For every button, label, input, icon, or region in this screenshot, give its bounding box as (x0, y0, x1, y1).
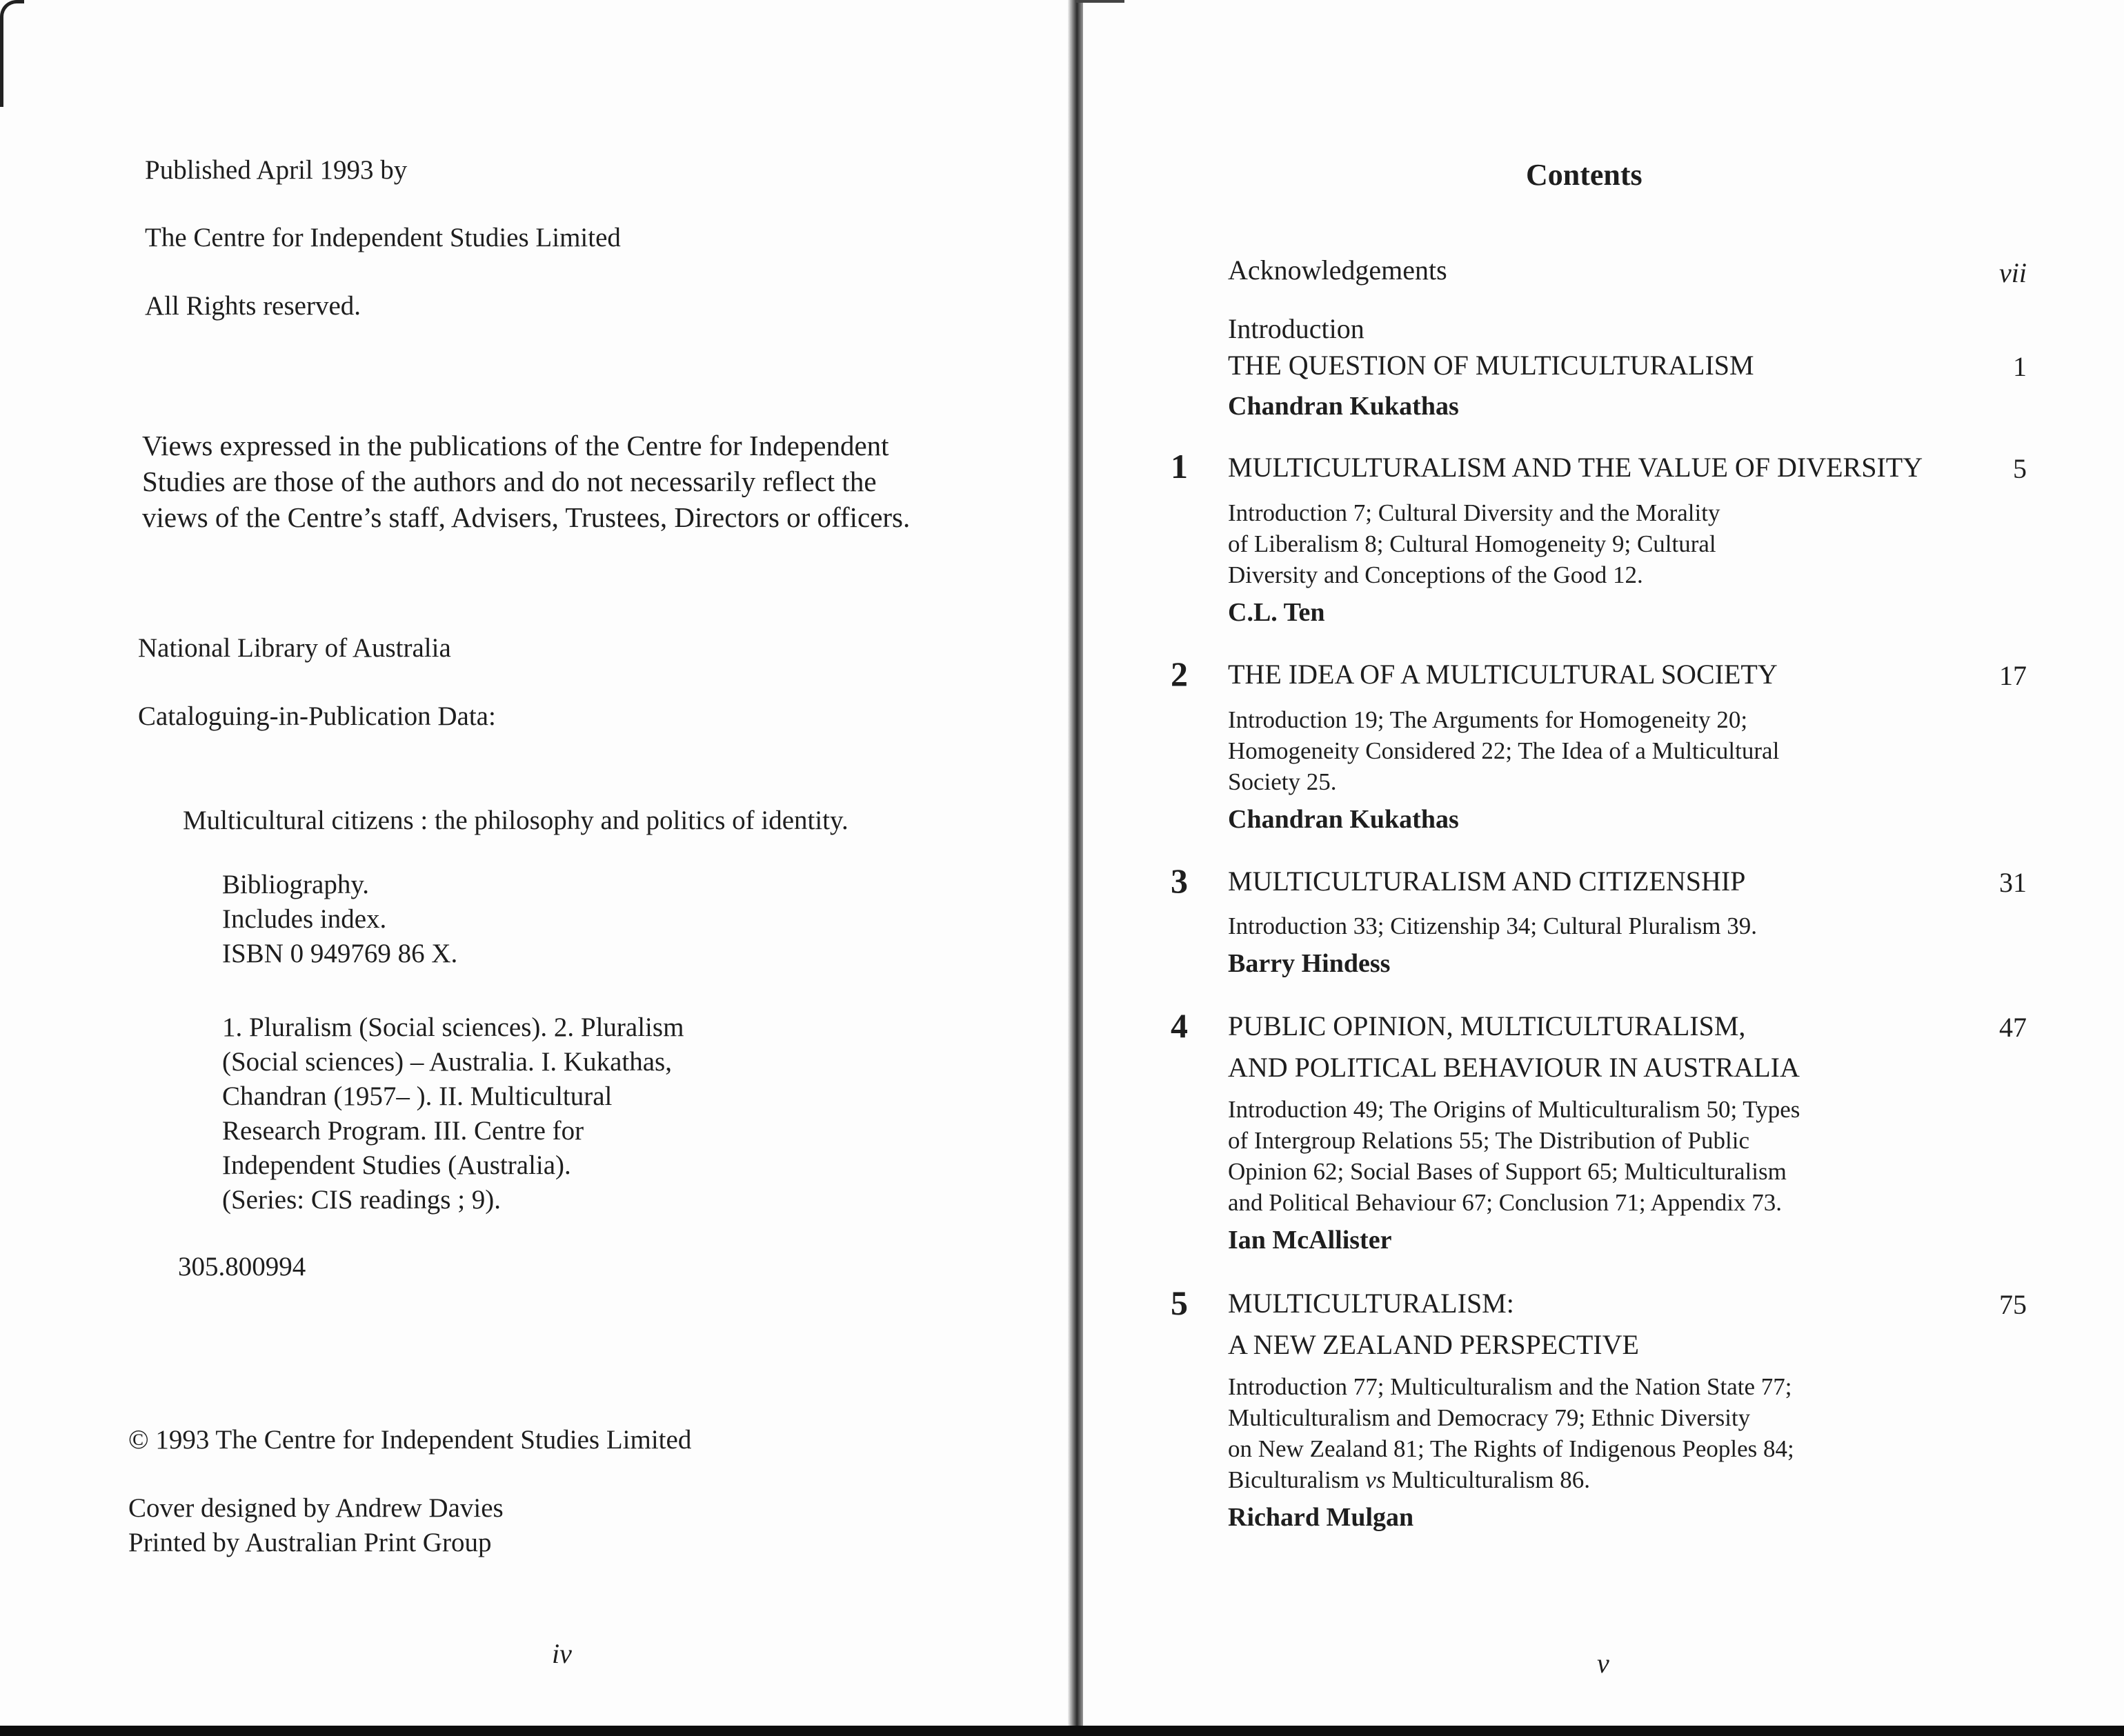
library-line: National Library of Australia (138, 633, 451, 663)
section-italic: vs (1365, 1466, 1386, 1493)
chapter-5-title-line-1: MULTICULTURALISM: (1228, 1288, 1514, 1319)
section-line: Society 25. (1228, 768, 1337, 795)
ack-title: Acknowledgements (1228, 255, 1447, 286)
chapter-4-page: 47 (1999, 1012, 2027, 1043)
intro-author: Chandran Kukathas (1228, 392, 1459, 421)
intro-page: 1 (2013, 351, 2027, 382)
note-line: Bibliography. (222, 870, 370, 899)
note-line: Includes index. (222, 904, 387, 934)
chapter-2-title: THE IDEA OF A MULTICULTURAL SOCIETY (1228, 659, 1778, 690)
intro-title: THE QUESTION OF MULTICULTURALISM (1228, 350, 1754, 381)
section-line: Opinion 62; Social Bases of Support 65; Multiculturalism (1228, 1158, 1787, 1185)
chapter-5-page: 75 (1999, 1289, 2027, 1320)
chapter-2-author: Chandran Kukathas (1228, 805, 1459, 834)
chapter-3-sections (1228, 910, 1918, 941)
book-spine (1068, 0, 1083, 1736)
chapter-2-page: 17 (1999, 660, 2027, 691)
chapter-3-title: MULTICULTURALISM AND CITIZENSHIP (1228, 866, 1746, 897)
rights-line: All Rights reserved. (145, 291, 361, 321)
chapter-3-author: Barry Hindess (1228, 949, 1391, 978)
subject-line: Chandran (1957– ). II. Multicultural (222, 1081, 613, 1111)
views-line-2: Studies are those of the authors and do not necessarily reflect the (142, 466, 877, 497)
cip-line: Cataloguing-in-Publication Data: (138, 701, 496, 731)
views-disclaimer (142, 428, 1060, 535)
publisher-line: The Centre for Independent Studies Limited (145, 223, 621, 252)
section-line: Multiculturalism and Democracy 79; Ethnic Diversity (1228, 1404, 1751, 1431)
intro-label: Introduction (1228, 313, 1364, 344)
section-line: Homogeneity Considered 22; The Idea of a Multicultural (1228, 737, 1780, 764)
book-title-entry: Multicultural citizens : the philosophy and politics of identity. (183, 806, 848, 835)
chapter-3-number: 3 (1171, 861, 1188, 900)
printer-credit: Printed by Australian Print Group (128, 1528, 492, 1557)
chapter-5-number: 5 (1171, 1284, 1188, 1322)
chapter-4-title-line-2: AND POLITICAL BEHAVIOUR IN AUSTRALIA (1228, 1052, 1800, 1083)
subject-line: (Series: CIS readings ; 9). (222, 1185, 502, 1215)
chapter-1-title: MULTICULTURALISM AND THE VALUE OF DIVERSITY (1228, 452, 1923, 483)
section-text: Multiculturalism 86. (1385, 1466, 1590, 1493)
page-corner-mark-right (1076, 0, 1124, 12)
section-line-last (1228, 1464, 1918, 1495)
section-line: Introduction 33; Citizenship 34; Cultural Pluralism 39. (1228, 912, 1758, 939)
chapter-5-sections (1228, 1371, 1918, 1495)
page-corner-mark (0, 0, 24, 107)
published-line: Published April 1993 by (145, 155, 408, 185)
chapter-5-author: Richard Mulgan (1228, 1503, 1414, 1532)
chapter-2-number: 2 (1171, 655, 1188, 693)
chapter-3-page: 31 (1999, 867, 2027, 898)
views-line-1: Views expressed in the publications of the Centre for Independent (142, 430, 889, 461)
section-line: Introduction 77; Multiculturalism and the Nation State 77; (1228, 1373, 1792, 1400)
left-folio: iv (552, 1638, 572, 1669)
chapter-1-number: 1 (1171, 447, 1188, 486)
chapter-4-number: 4 (1171, 1006, 1188, 1045)
chapter-1-page: 5 (2013, 453, 2027, 484)
right-folio: v (1597, 1648, 1609, 1679)
section-text: Biculturalism (1228, 1466, 1366, 1493)
section-line: and Political Behaviour 67; Conclusion 71; Appendix 73. (1228, 1189, 1782, 1216)
catalog-notes (222, 868, 457, 971)
note-line: ISBN 0 949769 86 X. (222, 939, 458, 968)
subject-headings (222, 1010, 684, 1217)
subject-line: Research Program. III. Centre for (222, 1116, 584, 1146)
chapter-4-author: Ian McAllister (1228, 1226, 1392, 1255)
contents-title: Contents (1526, 158, 1642, 192)
views-line-3: views of the Centre’s staff, Advisers, Trustees, Directors or officers. (142, 501, 911, 533)
section-line: of Intergroup Relations 55; The Distribution of Public (1228, 1127, 1749, 1154)
chapter-5-title-line-2: A NEW ZEALAND PERSPECTIVE (1228, 1329, 1639, 1360)
scan-bottom-edge (0, 1726, 2124, 1736)
dewey-number: 305.800994 (178, 1252, 306, 1281)
ack-page: vii (1999, 257, 2027, 288)
subject-line: (Social sciences) – Australia. I. Kukathas, (222, 1047, 672, 1077)
section-line: Introduction 49; The Origins of Multiculturalism 50; Types (1228, 1096, 1800, 1123)
chapter-1-author: C.L. Ten (1228, 598, 1325, 627)
subject-line: 1. Pluralism (Social sciences). 2. Pluralism (222, 1012, 684, 1042)
section-line: Introduction 19; The Arguments for Homogeneity 20; (1228, 706, 1748, 733)
section-line: on New Zealand 81; The Rights of Indigenous Peoples 84; (1228, 1435, 1794, 1462)
chapter-4-title-line-1: PUBLIC OPINION, MULTICULTURALISM, (1228, 1010, 1746, 1041)
section-line: Introduction 7; Cultural Diversity and the Morality (1228, 499, 1720, 526)
section-line: Diversity and Conceptions of the Good 12. (1228, 561, 1643, 588)
chapter-1-sections (1228, 497, 1918, 590)
section-line: of Liberalism 8; Cultural Homogeneity 9; Cultural (1228, 530, 1716, 557)
chapter-4-sections (1228, 1094, 1918, 1218)
chapter-2-sections (1228, 704, 1918, 797)
cover-credit: Cover designed by Andrew Davies (128, 1493, 504, 1523)
copyright-line: © 1993 The Centre for Independent Studies Limited (128, 1425, 692, 1455)
subject-line: Independent Studies (Australia). (222, 1150, 571, 1180)
